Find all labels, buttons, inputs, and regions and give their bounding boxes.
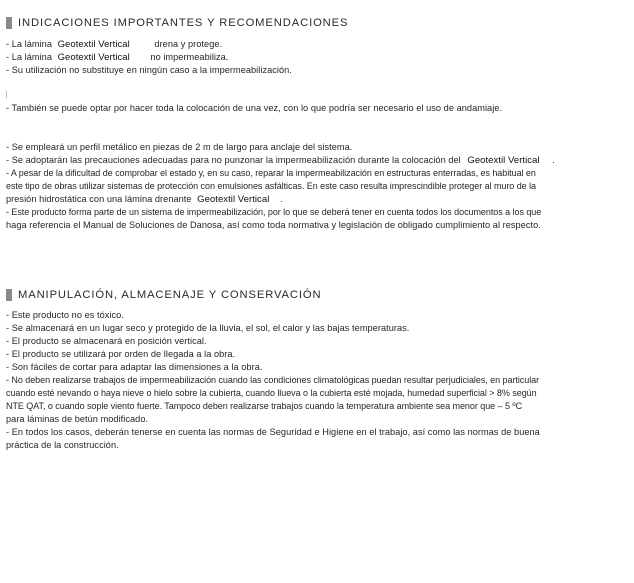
text-fragment: no impermeabiliza.	[150, 52, 229, 62]
text-line: NTE QAT, o cuando sople viento fuerte. Tampoco deben realizarse trabajos cuando la temperatura ambiente sea menor que – 5 ºC	[6, 401, 523, 411]
product-name: Geotextil Vertical	[197, 194, 270, 205]
divider-mark	[6, 91, 7, 98]
product-name: Geotextil Vertical	[467, 155, 540, 166]
text-line: - El producto se utilizará por orden de llegada a la obra.	[6, 349, 236, 359]
product-name: Geotextil Vertical	[57, 39, 130, 50]
text-line: - No deben realizarse trabajos de impermeabilización cuando las condiciones climatológicas puedan resultar perjudiciales, en particular	[6, 375, 540, 385]
text-fragment: drena y protege.	[154, 39, 223, 49]
text-line: - Este producto no es tóxico.	[6, 310, 124, 320]
text-line: - El producto se almacenará en posición vertical.	[6, 336, 207, 346]
text-line: - Su utilización no substituye en ningún caso a la impermeabilización.	[6, 65, 292, 75]
section-heading-indicaciones	[6, 16, 348, 29]
text-fragment: - Se adoptarán las precauciones adecuadas para no punzonar la impermeabilización durante la colocación del	[6, 155, 461, 165]
text-line: práctica de la construcción.	[6, 440, 119, 450]
text-fragment: - La lámina	[6, 39, 52, 49]
text-line: este tipo de obras utilizar sistemas de protección con emulsiones asfálticas. En este caso resulta imprescindible proteger al muro de la	[6, 181, 536, 191]
text-line: - A pesar de la dificultad de comprobar el estado y, en su caso, reparar la impermeabilización en estructuras enterradas, es habitual en	[6, 168, 536, 178]
text-fragment: - La lámina	[6, 52, 52, 62]
section-title: MANIPULACIÓN, ALMACENAJE Y CONSERVACIÓN	[18, 288, 322, 301]
text-line: - Son fáciles de cortar para adaptar las dimensiones a la obra.	[6, 362, 263, 372]
text-line: - Se empleará un perfil metálico en piezas de 2 m de largo para anclaje del sistema.	[6, 142, 353, 152]
text-line: - En todos los casos, deberán tenerse en cuenta las normas de Seguridad e Higiene en el trabajo, así como las normas de buena	[6, 427, 540, 437]
product-name: Geotextil Vertical	[57, 52, 130, 63]
text-line: - Este producto forma parte de un sistema de impermeabilización, por lo que se deberá tener en cuenta todos los documentos a los que	[6, 207, 542, 217]
text-fragment: .	[552, 155, 555, 165]
section-heading-manipulacion	[6, 288, 321, 301]
section-title: INDICACIONES IMPORTANTES Y RECOMENDACIONES	[18, 16, 349, 29]
text-line	[6, 51, 228, 63]
text-line: cuando esté nevando o haya nieve o hielo sobre la cubierta, cuando llueva o la cubierta esté mojada, humedad superficial > 8% según	[6, 388, 537, 398]
text-line: haga referencia el Manual de Soluciones de Danosa, así como toda normativa y legislación de obligado cumplimiento al respecto.	[6, 220, 541, 230]
heading-bar-icon	[6, 289, 12, 301]
heading-bar-icon	[6, 17, 12, 29]
text-line: - Se almacenará en un lugar seco y protegido de la lluvia, el sol, el calor y las bajas temperaturas.	[6, 323, 410, 333]
text-fragment: .	[279, 194, 283, 204]
text-line: - También se puede optar por hacer toda la colocación de una vez, con lo que podría ser necesario el uso de andamiaje.	[6, 103, 503, 113]
text-line	[6, 193, 283, 205]
text-line: para láminas de betún modificado.	[6, 414, 149, 424]
text-line	[6, 38, 222, 50]
text-fragment: presión hidrostática con una lámina drenante	[6, 194, 192, 204]
text-line	[6, 154, 555, 166]
